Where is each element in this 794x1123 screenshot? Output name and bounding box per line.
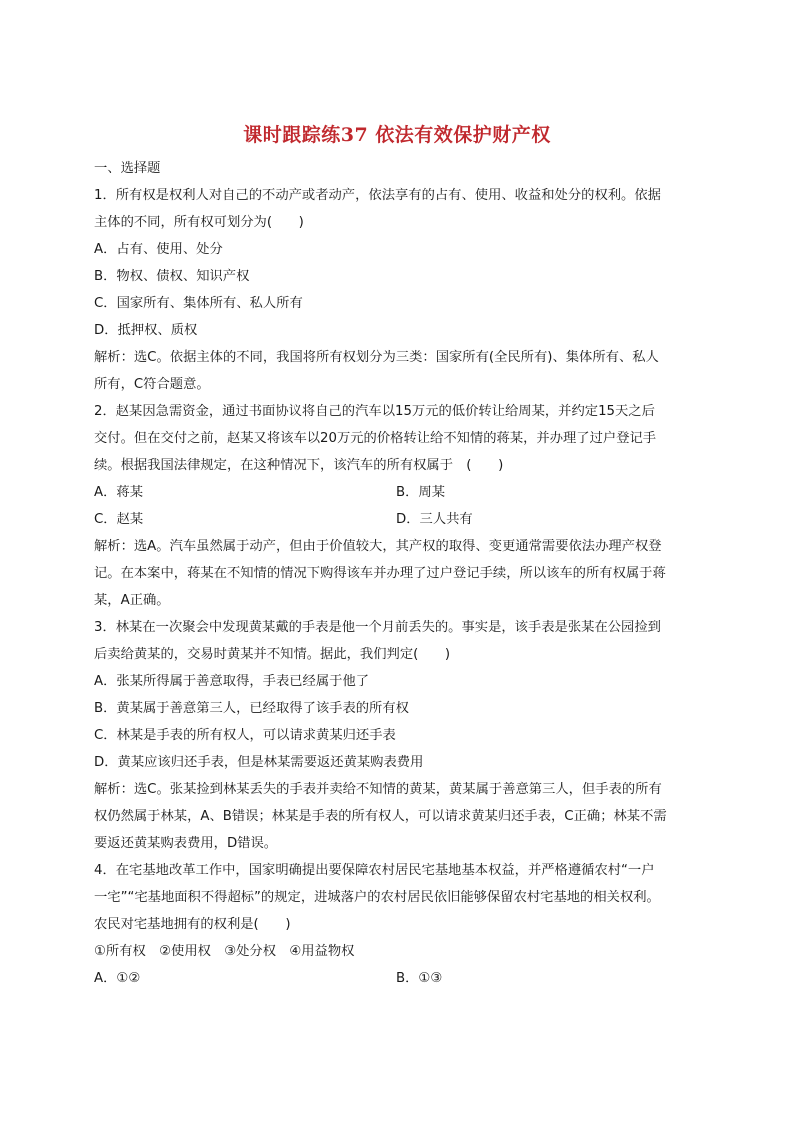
option-d: D．黄某应该归还手表，但是林某需要返还黄某购表费用	[94, 755, 424, 770]
options-row	[94, 506, 704, 533]
options-row	[94, 479, 704, 506]
question-stem: 3．林某在一次聚会中发现黄某戴的手表是他一个月前丢失的。事实是，该手表是张某在公园捡到	[94, 620, 661, 635]
question-stem: 4．在宅基地改革工作中，国家明确提出要保障农村居民宅基地基本权益，并严格遵循农村“一户	[94, 863, 655, 878]
option-a: A．①②	[94, 971, 141, 986]
option-b: B．周某	[396, 485, 446, 500]
question-stem: 农民对宅基地拥有的权利是( )	[94, 917, 291, 932]
option-c: C．赵某	[94, 512, 144, 527]
analysis-text: 解析：选C。依据主体的不同，我国将所有权划分为三类：国家所有(全民所有)、集体所有、私人	[94, 350, 659, 365]
question-stem: 后卖给黄某的，交易时黄某并不知情。据此，我们判定( )	[94, 647, 451, 662]
option-c: C．国家所有、集体所有、私人所有	[94, 296, 303, 311]
question-4	[94, 857, 704, 992]
question-stem: 主体的不同，所有权可划分为( )	[94, 215, 304, 230]
option-b: B．物权、债权、知识产权	[94, 269, 250, 284]
option-c: C．林某是手表的所有权人，可以请求黄某归还手表	[94, 728, 396, 743]
question-stem: 交付。但在交付之前，赵某又将该车以20万元的价格转让给不知情的蒋某，并办理了过户登记手	[94, 431, 657, 446]
option-a: A．蒋某	[94, 485, 143, 500]
analysis-text: 要返还黄某购表费用，D错误。	[94, 836, 278, 851]
analysis-text: 某，A正确。	[94, 593, 170, 608]
analysis-text: 所有，C符合题意。	[94, 377, 210, 392]
analysis-text: 解析：选C。张某捡到林某丢失的手表并卖给不知情的黄某，黄某属于善意第三人，但手表的所有	[94, 782, 662, 797]
question-2	[94, 398, 704, 614]
analysis-text: 权仍然属于林某，A、B错误；林某是手表的所有权人，可以请求黄某归还手表，C正确；林某不需	[94, 809, 667, 824]
question-3	[94, 614, 704, 857]
option-a: A．占有、使用、处分	[94, 242, 223, 257]
section-heading: 一、选择题	[94, 161, 161, 176]
option-b: B．①③	[396, 971, 443, 986]
options-row	[94, 965, 704, 992]
option-b: B．黄某属于善意第三人，已经取得了该手表的所有权	[94, 701, 409, 716]
option-d: D．抵押权、质权	[94, 323, 198, 338]
document-body	[94, 155, 704, 992]
question-stem: 一宅”“宅基地面积不得超标”的规定，进城落户的农村居民依旧能够保留农村宅基地的相关权利。	[94, 890, 660, 905]
option-d: D．三人共有	[396, 512, 473, 527]
question-1	[94, 182, 704, 398]
analysis-text: 记。在本案中，蒋某在不知情的情况下购得该车并办理了过户登记手续，所以该车的所有权属于蒋	[94, 566, 666, 581]
question-stem: 2．赵某因急需资金，通过书面协议将自己的汽车以15万元的低价转让给周某，并约定15天之后	[94, 404, 655, 419]
question-stem: 1．所有权是权利人对自己的不动产或者动产，依法享有的占有、使用、收益和处分的权利。依据	[94, 188, 661, 203]
page-title: 课时跟踪练37 依法有效保护财产权	[243, 124, 551, 146]
analysis-text: 解析：选A。汽车虽然属于动产，但由于价值较大，其产权的取得、变更通常需要依法办理产权登	[94, 539, 662, 554]
option-a: A．张某所得属于善意取得，手表已经属于他了	[94, 674, 370, 689]
choice-items: ①所有权 ②使用权 ③处分权 ④用益物权	[94, 944, 355, 959]
question-stem: 续。根据我国法律规定，在这种情况下，该汽车的所有权属于 ( )	[94, 458, 504, 473]
